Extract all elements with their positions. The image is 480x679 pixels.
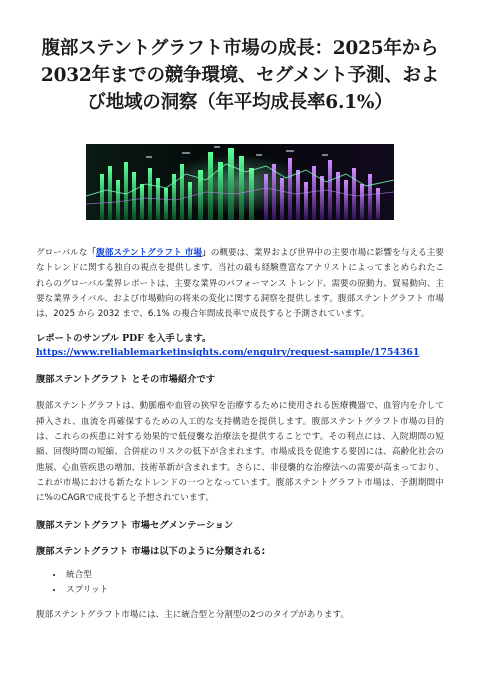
page-title: 腹部ステントグラフト市場の成長：2025年から2032年までの競争環境、セグメント予測、および地域の洞察（年平均成長率6.1%）	[40, 38, 440, 113]
section-heading-introduction: 腹部ステントグラフト とその市場紹介です	[36, 374, 216, 386]
segmentation-subheading: 腹部ステントグラフト 市場は以下のように分類される:	[36, 545, 266, 557]
list-item: • スプリット	[64, 583, 444, 598]
segmentation-paragraph: 腹部ステントグラフト市場には、主に統合型と分割型の2つのタイプがあります。	[36, 609, 349, 620]
stock-chart-banner-image	[86, 144, 394, 220]
quote-open: 「	[87, 248, 97, 258]
sample-request-block	[36, 332, 444, 360]
intro-body-text: の概要は、業界および世界中の主要市場に影響を与える主要なトレンドに関する独自の視点を提供します。当社の最も経験豊富なアナリストによってまとめられたこれらのグローバル業界レポートは、主要な業界のパフォーマンス トレンド、需要の原動力、貿易動向、主要な業界ライバル、および市場動向の将来の変化に関する洞察を提供します。腹部ステントグラフト 市場は、2025 から 2032 まで、6.1% の複合年間成長率で成長すると予測されています。	[36, 248, 444, 320]
sample-request-link[interactable]: https://www.reliablemarketinsights.com/enquiry/request-sample/1754361	[36, 347, 420, 359]
section-heading-segmentation: 腹部ステントグラフト 市場セグメンテーション	[36, 519, 234, 531]
introduction-paragraph: 腹部ステントグラフトは、動脈瘤や血管の狭窄を治療するために使用される医療機器で、血管内を介して挿入され、血流を再確保するための人工的な支持構造を提供します。腹部ステントグラフト市場の目的は、これらの疾患に対する効果的で低侵襲な治療法を提供することです。その利点には、入院期間の短縮、回復時間の短縮、合併症のリスクの低下が含まれます。市場成長を促進する要因には、高齢化社会の進展、心血管疾患の増加、技術革新が含まれます。さらに、非侵襲的な治療法への需要が高まっており、これが市場における新たなトレンドの一つとなっています。腹部ステントグラフト市場は、予測期間中に%のCAGRで成長すると予想されています。	[36, 401, 444, 504]
intro-lead-text: グローバルな	[36, 248, 88, 258]
list-item: • 統合型	[64, 568, 444, 583]
segment-type-list	[36, 568, 444, 598]
quote-close: 」	[202, 248, 211, 258]
sample-pdf-label: レポートのサンプル PDF を入手します。	[36, 333, 212, 345]
market-keyword-link[interactable]: 腹部ステントグラフト 市場	[96, 248, 203, 258]
intro-paragraph	[36, 246, 444, 322]
